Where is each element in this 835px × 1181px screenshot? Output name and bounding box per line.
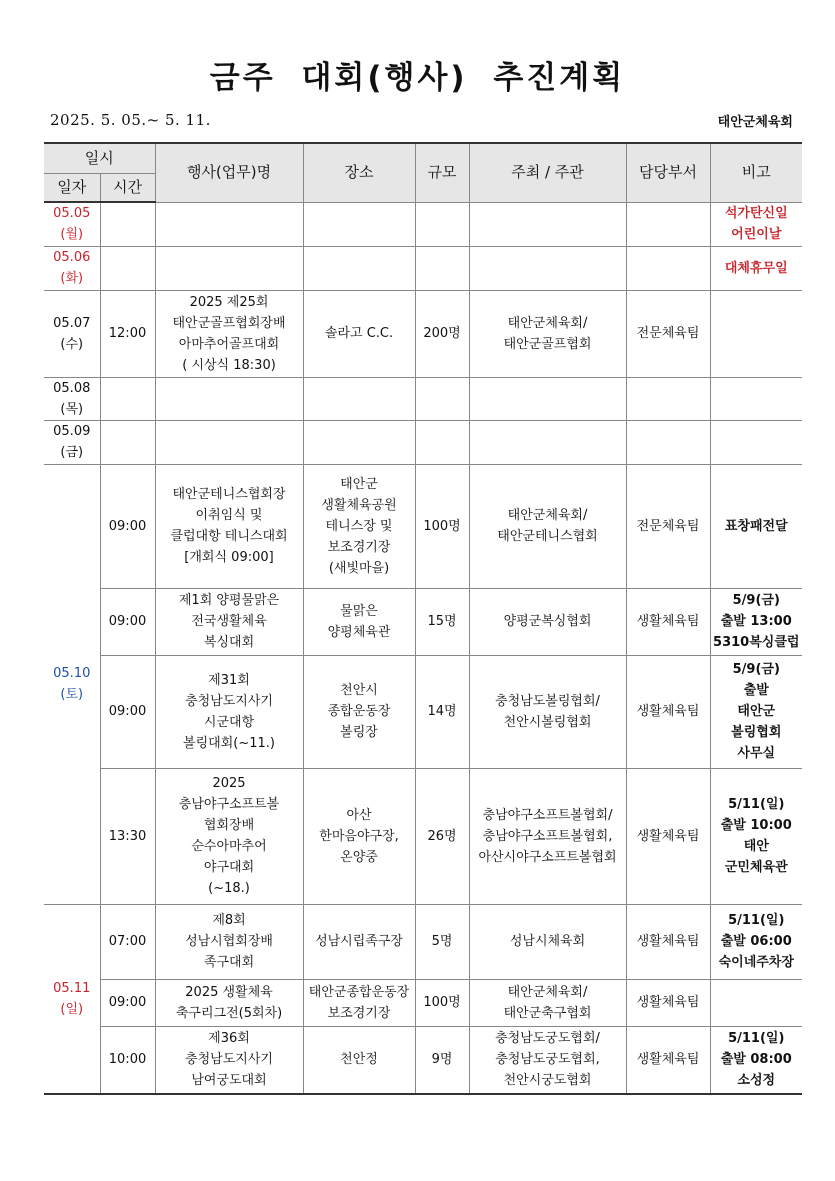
table-row [44,588,802,655]
note-cell [710,290,802,377]
time-cell: 09:00 [100,655,155,768]
time-cell: 09:00 [100,979,155,1026]
date-cell: 05.06 (화) [44,246,100,290]
table-row [44,1026,802,1094]
host-cell: 양평군복싱협회 [469,588,626,655]
venue-cell: 성남시립족구장 [303,904,415,979]
header-host: 주최 / 주관 [469,143,626,202]
table-row [44,768,802,904]
venue-cell: 물맑은 양평체육관 [303,588,415,655]
table-row [44,290,802,377]
scale-cell: 5명 [415,904,469,979]
venue-cell: 아산 한마음야구장, 온양중 [303,768,415,904]
dept-cell: 생활체육팀 [626,1026,710,1094]
scale-cell: 100명 [415,464,469,588]
venue-cell: 천안정 [303,1026,415,1094]
venue-cell: 태안군종합운동장 보조경기장 [303,979,415,1026]
event-cell: 2025 생활체육 축구리그전(5회차) [155,979,303,1026]
note-cell [710,979,802,1026]
dept-cell: 생활체육팀 [626,655,710,768]
event-cell: 제31회 충청남도지사기 시군대항 볼링대회(~11.) [155,655,303,768]
host-cell: 성남시체육회 [469,904,626,979]
note-cell: 5/11(일) 출발 08:00 소성정 [710,1026,802,1094]
header-time: 시간 [100,173,155,202]
dept-cell: 생활체육팀 [626,904,710,979]
venue-cell: 솔라고 C.C. [303,290,415,377]
header-venue: 장소 [303,143,415,202]
scale-cell: 200명 [415,290,469,377]
dept-cell: 전문체육팀 [626,290,710,377]
table-row [44,420,802,464]
dept-cell: 전문체육팀 [626,464,710,588]
time-cell: 07:00 [100,904,155,979]
table-row [44,904,802,979]
date-cell: 05.08 (목) [44,377,100,420]
table-row [44,377,802,420]
event-cell: 제1회 양평물맑은 전국생활체육 복싱대회 [155,588,303,655]
header-date: 일자 [44,173,100,202]
page-title: 금주 대회(행사) 추진계획 [209,60,626,96]
event-cell: 제8회 성남시협회장배 족구대회 [155,904,303,979]
header-datetime: 일시 [44,143,155,173]
dept-cell: 생활체육팀 [626,588,710,655]
time-cell: 10:00 [100,1026,155,1094]
scale-cell: 100명 [415,979,469,1026]
date-cell: 05.07 (수) [44,290,100,377]
note-cell: 5/11(일) 출발 10:00 태안 군민체육관 [710,768,802,904]
host-cell: 태안군체육회/ 태안군테니스협회 [469,464,626,588]
note-cell: 5/9(금) 출발 태안군 볼링협회 사무실 [710,655,802,768]
venue-cell: 태안군 생활체육공원 테니스장 및 보조경기장 (새빛마을) [303,464,415,588]
note-cell: 5/9(금) 출발 13:00 5310복싱클럽 [710,588,802,655]
dept-cell: 생활체육팀 [626,979,710,1026]
host-cell: 충청남도볼링협회/ 천안시볼링협회 [469,655,626,768]
header-note: 비고 [710,143,802,202]
schedule-period: 2025. 5. 05.~ 5. 11. [50,111,211,129]
table-row [44,246,802,290]
venue-cell: 천안시 종합운동장 볼링장 [303,655,415,768]
organization-name: 태안군체육회 [717,115,793,130]
table-row [44,464,802,588]
date-cell: 05.11 (일) [44,904,100,1094]
dept-cell: 생활체육팀 [626,768,710,904]
scale-cell: 15명 [415,588,469,655]
table-row [44,202,802,246]
time-cell: 12:00 [100,290,155,377]
scale-cell: 26명 [415,768,469,904]
event-cell: 태안군테니스협회장 이취임식 및 클럽대항 테니스대회 [개회식 09:00] [155,464,303,588]
time-cell: 09:00 [100,588,155,655]
date-cell: 05.09 (금) [44,420,100,464]
time-cell: 13:30 [100,768,155,904]
schedule-table [44,142,802,1095]
host-cell: 충청남도궁도협회/ 충청남도궁도협회, 천안시궁도협회 [469,1026,626,1094]
scale-cell: 14명 [415,655,469,768]
scale-cell: 9명 [415,1026,469,1094]
header-event: 행사(업무)명 [155,143,303,202]
header-dept: 담당부서 [626,143,710,202]
host-cell: 태안군체육회/ 태안군축구협회 [469,979,626,1026]
event-cell: 2025 제25회 태안군골프협회장배 아마추어골프대회 ( 시상식 18:30) [155,290,303,377]
date-cell: 05.10 (토) [44,464,100,904]
date-cell: 05.05 (월) [44,202,100,246]
table-row [44,979,802,1026]
header-scale: 규모 [415,143,469,202]
event-cell: 2025 충남야구소프트볼 협회장배 순수아마추어 야구대회 (~18.) [155,768,303,904]
note-cell: 표창패전달 [710,464,802,588]
table-row [44,655,802,768]
host-cell: 태안군체육회/ 태안군골프협회 [469,290,626,377]
note-cell: 석가탄신일 어린이날 [710,202,802,246]
time-cell: 09:00 [100,464,155,588]
note-cell: 대체휴무일 [710,246,802,290]
event-cell: 제36회 충청남도지사기 남여궁도대회 [155,1026,303,1094]
note-cell: 5/11(일) 출발 06:00 숙이네주차장 [710,904,802,979]
host-cell: 충남야구소프트볼협회/ 충남야구소프트볼협회, 아산시야구소프트볼협회 [469,768,626,904]
